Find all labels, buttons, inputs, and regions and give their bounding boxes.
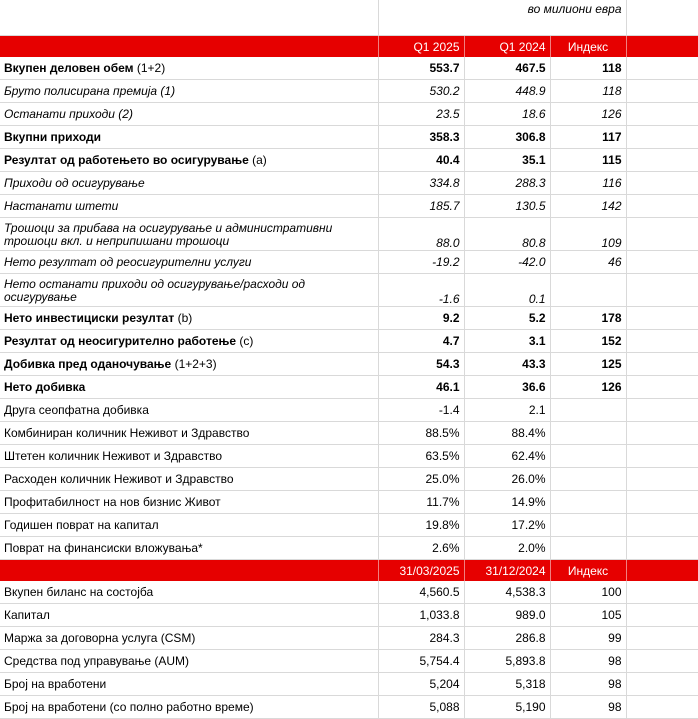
col-index: Индекс (550, 36, 626, 58)
value-previous: 989.0 (464, 604, 550, 627)
table-row (0, 195, 698, 218)
value-current: 4,560.5 (378, 581, 464, 604)
row-label-note: (1+2) (133, 61, 166, 75)
value-current: 358.3 (378, 126, 464, 149)
value-index: 98 (550, 673, 626, 696)
row-label: Комбиниран количник Неживот и Здравство (0, 422, 378, 445)
table-row (0, 80, 698, 103)
value-previous: 286.8 (464, 627, 550, 650)
row-label: Број на вработени (0, 673, 378, 696)
value-previous: 88.4% (464, 422, 550, 445)
row-label-text: Добивка пред оданочување (4, 357, 172, 371)
value-index: 118 (550, 80, 626, 103)
row-label-text: Резултат од неосигурително работење (4, 334, 237, 348)
row-label: Штетен количник Неживот и Здравство (0, 445, 378, 468)
row-label: Вкупен биланс на состојба (0, 581, 378, 604)
row-label-text: Резултат од работењето во осигурување (4, 153, 249, 167)
value-previous: 62.4% (464, 445, 550, 468)
table-row (0, 149, 698, 172)
value-previous: 130.5 (464, 195, 550, 218)
value-current: 1,033.8 (378, 604, 464, 627)
row-label (0, 57, 378, 80)
value-index: 115 (550, 149, 626, 172)
table-row (0, 353, 698, 376)
row-label (0, 172, 378, 195)
value-index: 100 (550, 581, 626, 604)
value-previous: 448.9 (464, 80, 550, 103)
value-index: 152 (550, 330, 626, 353)
table-row (0, 422, 698, 445)
value-index: 125 (550, 353, 626, 376)
row-label-text: Вкупен деловен обем (4, 61, 134, 75)
value-previous: 2.1 (464, 399, 550, 422)
table-row (0, 126, 698, 149)
row-label-text: Нето останати приходи од осигурување/расходи од осигурување (4, 277, 306, 304)
value-current: 88.0 (378, 218, 464, 251)
table-row (0, 468, 698, 491)
table-row (0, 376, 698, 399)
value-index: 105 (550, 604, 626, 627)
value-previous: 26.0% (464, 468, 550, 491)
value-current: 23.5 (378, 103, 464, 126)
value-previous: -42.0 (464, 251, 550, 274)
row-label-note: (1+2+3) (171, 357, 217, 371)
row-label (0, 274, 378, 307)
value-index: 98 (550, 650, 626, 673)
value-index: 178 (550, 307, 626, 330)
value-index: 46 (550, 251, 626, 274)
table-row (0, 172, 698, 195)
value-previous: 3.1 (464, 330, 550, 353)
table-row (0, 307, 698, 330)
unit-row (0, 0, 698, 36)
table-row (0, 627, 698, 650)
value-current: 334.8 (378, 172, 464, 195)
value-previous: 4,538.3 (464, 581, 550, 604)
row-label: Поврат на финансиски вложувања* (0, 537, 378, 560)
row-label-text: Останати приходи (2) (4, 107, 133, 121)
value-previous: 43.3 (464, 353, 550, 376)
value-previous: 17.2% (464, 514, 550, 537)
table-row (0, 604, 698, 627)
row-label: Годишен поврат на капитал (0, 514, 378, 537)
value-current: 4.7 (378, 330, 464, 353)
row-label (0, 149, 378, 172)
value-current: 2.6% (378, 537, 464, 560)
row-label-text: Бруто полисирана премија (1) (4, 84, 176, 98)
unit-note: во милиони евра (464, 0, 626, 36)
value-current: 19.8% (378, 514, 464, 537)
value-previous: 36.6 (464, 376, 550, 399)
row-label-text: Трошоци за прибава на осигурување и административни трошоци вкл. и неприпишани трошоци (4, 221, 333, 248)
value-index: 98 (550, 696, 626, 719)
row-label-text: Друга сеопфатна добивка (4, 403, 149, 417)
value-previous: 35.1 (464, 149, 550, 172)
col-index: Индекс (550, 560, 626, 582)
row-label: Средства под управување (AUM) (0, 650, 378, 673)
row-label (0, 195, 378, 218)
row-label-text: Нето резултат од реосигурителни услуги (4, 255, 252, 269)
value-current: 5,754.4 (378, 650, 464, 673)
value-current: 25.0% (378, 468, 464, 491)
value-current: 11.7% (378, 491, 464, 514)
table-row (0, 330, 698, 353)
value-current: 530.2 (378, 80, 464, 103)
col-q1-2024: Q1 2024 (464, 36, 550, 58)
row-label-note: (c) (236, 334, 254, 348)
value-index: 99 (550, 627, 626, 650)
row-label (0, 376, 378, 399)
value-current: 5,204 (378, 673, 464, 696)
value-previous: 288.3 (464, 172, 550, 195)
row-label (0, 330, 378, 353)
header-row-date (0, 560, 698, 582)
value-current: 284.3 (378, 627, 464, 650)
col-date-current: 31/03/2025 (378, 560, 464, 582)
value-current: 185.7 (378, 195, 464, 218)
value-index: 116 (550, 172, 626, 195)
row-label (0, 353, 378, 376)
value-index (550, 274, 626, 307)
table-row (0, 103, 698, 126)
value-current: 9.2 (378, 307, 464, 330)
value-index: 117 (550, 126, 626, 149)
value-current: 40.4 (378, 149, 464, 172)
table-row (0, 537, 698, 560)
table-row (0, 491, 698, 514)
row-label: Профитабилност на нов бизнис Живот (0, 491, 378, 514)
table-row (0, 274, 698, 307)
value-previous: 306.8 (464, 126, 550, 149)
value-previous: 467.5 (464, 57, 550, 80)
value-index: 142 (550, 195, 626, 218)
table-row (0, 650, 698, 673)
table-row (0, 251, 698, 274)
table-row (0, 696, 698, 719)
row-label-text: Настанати штети (4, 199, 119, 213)
value-index: 126 (550, 376, 626, 399)
row-label (0, 103, 378, 126)
value-index: 126 (550, 103, 626, 126)
value-current: 46.1 (378, 376, 464, 399)
value-previous: 5,190 (464, 696, 550, 719)
row-label-text: Приходи од осигурување (4, 176, 145, 190)
table-row (0, 581, 698, 604)
header-row-period (0, 36, 698, 58)
row-label (0, 126, 378, 149)
value-previous: 5,893.8 (464, 650, 550, 673)
table-row (0, 673, 698, 696)
value-previous: 5.2 (464, 307, 550, 330)
row-label-note: (b) (174, 311, 193, 325)
row-label: Број на вработени (со полно работно време) (0, 696, 378, 719)
row-label-note: (a) (248, 153, 267, 167)
value-index (550, 399, 626, 422)
value-previous: 5,318 (464, 673, 550, 696)
col-date-previous: 31/12/2024 (464, 560, 550, 582)
row-label (0, 218, 378, 251)
value-previous: 2.0% (464, 537, 550, 560)
table-row (0, 57, 698, 80)
value-current: 63.5% (378, 445, 464, 468)
value-previous: 14.9% (464, 491, 550, 514)
value-current: 553.7 (378, 57, 464, 80)
value-current: 5,088 (378, 696, 464, 719)
table-row (0, 514, 698, 537)
value-current: -1.6 (378, 274, 464, 307)
table-row (0, 399, 698, 422)
row-label (0, 80, 378, 103)
value-index: 118 (550, 57, 626, 80)
col-q1-2025: Q1 2025 (378, 36, 464, 58)
row-label: Расходен количник Неживот и Здравство (0, 468, 378, 491)
row-label-text: Нето инвестициски резултат (4, 311, 175, 325)
row-label-text: Вкупни приходи (4, 130, 102, 144)
value-current: 88.5% (378, 422, 464, 445)
value-index: 109 (550, 218, 626, 251)
row-label-text: Нето добивка (4, 380, 86, 394)
row-label (0, 399, 378, 422)
row-label (0, 307, 378, 330)
value-current: -1.4 (378, 399, 464, 422)
value-current: 54.3 (378, 353, 464, 376)
value-previous: 18.6 (464, 103, 550, 126)
value-current: -19.2 (378, 251, 464, 274)
table-row (0, 445, 698, 468)
row-label (0, 251, 378, 274)
table-row (0, 218, 698, 251)
value-previous: 0.1 (464, 274, 550, 307)
value-previous: 80.8 (464, 218, 550, 251)
row-label: Капитал (0, 604, 378, 627)
row-label: Маржа за договорна услуга (CSM) (0, 627, 378, 650)
